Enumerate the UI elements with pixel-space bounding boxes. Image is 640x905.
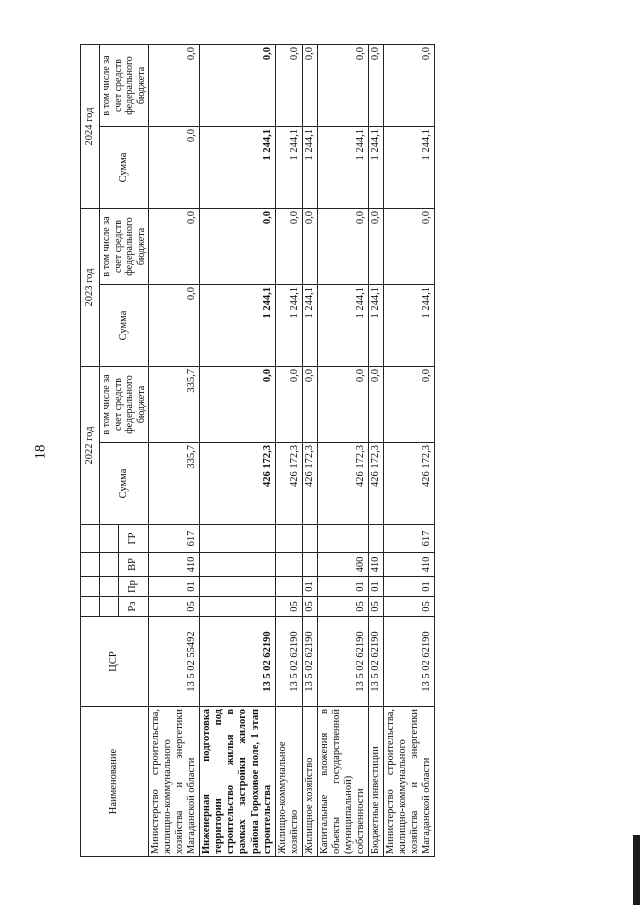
row-name: Инженерная подготовка территории под строительство жилья в рамках застройки жилого района Гороховое поле, 1 этап строительства xyxy=(200,707,275,857)
row-sum-2023: 1 244,1 xyxy=(317,285,368,367)
row-fed-2023: 0,0 xyxy=(302,209,317,285)
row-rz: 05 xyxy=(302,597,317,617)
row-sum-2024: 1 244,1 xyxy=(384,127,435,209)
row-pr: 01 xyxy=(317,577,368,597)
header-blank-8 xyxy=(100,525,119,553)
header-year-2024: 2024 год xyxy=(81,45,100,209)
row-fed-2024: 0,0 xyxy=(275,45,302,127)
row-csr: 13 5 02 62190 xyxy=(275,617,302,707)
row-sum-2024: 1 244,1 xyxy=(369,127,384,209)
table-row xyxy=(302,45,317,857)
row-sum-2022: 335,7 xyxy=(149,443,200,525)
row-sum-2024: 0,0 xyxy=(149,127,200,209)
row-sum-2023: 1 244,1 xyxy=(200,285,275,367)
table-row xyxy=(369,45,384,857)
budget-table xyxy=(80,44,435,857)
row-pr xyxy=(200,577,275,597)
header-blank-5 xyxy=(100,597,119,617)
header-fed-2024: в том числе за счет средств федерального бюджета xyxy=(100,45,149,127)
header-vr: ВР xyxy=(119,553,149,577)
header-blank-2 xyxy=(81,577,100,597)
header-pr: Пр xyxy=(119,577,149,597)
row-vr xyxy=(200,553,275,577)
header-blank-4 xyxy=(81,525,100,553)
row-csr: 13 5 02 62190 xyxy=(369,617,384,707)
row-fed-2024: 0,0 xyxy=(317,45,368,127)
row-fed-2024: 0,0 xyxy=(302,45,317,127)
header-blank-1 xyxy=(81,597,100,617)
table-row xyxy=(200,45,275,857)
rotated-table-frame xyxy=(80,45,480,857)
table-row xyxy=(149,45,200,857)
row-gr xyxy=(200,525,275,553)
row-fed-2024: 0,0 xyxy=(149,45,200,127)
row-gr xyxy=(302,525,317,553)
row-fed-2024: 0,0 xyxy=(369,45,384,127)
row-name: Министерство строительства, жилищно-коммунального хозяйства и энергетики Магаданской области xyxy=(384,707,435,857)
row-fed-2023: 0,0 xyxy=(149,209,200,285)
row-sum-2023: 1 244,1 xyxy=(384,285,435,367)
row-sum-2022: 426 172,3 xyxy=(384,443,435,525)
row-fed-2023: 0,0 xyxy=(275,209,302,285)
row-fed-2023: 0,0 xyxy=(369,209,384,285)
row-sum-2023: 1 244,1 xyxy=(369,285,384,367)
row-fed-2022: 0,0 xyxy=(275,367,302,443)
row-gr xyxy=(369,525,384,553)
row-sum-2022: 426 172,3 xyxy=(302,443,317,525)
row-pr xyxy=(275,577,302,597)
row-sum-2022: 426 172,3 xyxy=(200,443,275,525)
row-fed-2022: 335,7 xyxy=(149,367,200,443)
row-fed-2022: 0,0 xyxy=(302,367,317,443)
row-gr: 617 xyxy=(384,525,435,553)
row-pr: 01 xyxy=(384,577,435,597)
row-fed-2022: 0,0 xyxy=(317,367,368,443)
row-name: Жилищное хозяйство xyxy=(302,707,317,857)
row-pr: 01 xyxy=(302,577,317,597)
row-rz: 05 xyxy=(384,597,435,617)
row-pr: 01 xyxy=(369,577,384,597)
row-name: Министерство строительства, жилищно-коммунального хозяйства и энергетики Магаданской области xyxy=(149,707,200,857)
rotated-table-content xyxy=(80,45,480,857)
row-fed-2022: 0,0 xyxy=(384,367,435,443)
header-year-2022: 2022 год xyxy=(81,367,100,525)
table-row xyxy=(275,45,302,857)
header-sum-2023: Сумма xyxy=(100,285,149,367)
row-fed-2023: 0,0 xyxy=(384,209,435,285)
table-row xyxy=(384,45,435,857)
header-year-2023: 2023 год xyxy=(81,209,100,367)
row-rz: 05 xyxy=(275,597,302,617)
row-gr: 617 xyxy=(149,525,200,553)
row-fed-2024: 0,0 xyxy=(384,45,435,127)
row-csr: 13 5 02 62190 xyxy=(317,617,368,707)
row-name: Жилищно-коммунальное хозяйство xyxy=(275,707,302,857)
row-sum-2024: 1 244,1 xyxy=(302,127,317,209)
row-sum-2024: 1 244,1 xyxy=(275,127,302,209)
row-rz: 05 xyxy=(317,597,368,617)
row-rz xyxy=(200,597,275,617)
row-csr: 13 5 02 62190 xyxy=(200,617,275,707)
row-rz: 05 xyxy=(369,597,384,617)
row-sum-2022: 426 172,3 xyxy=(275,443,302,525)
row-csr: 13 5 02 62190 xyxy=(384,617,435,707)
row-gr xyxy=(317,525,368,553)
row-vr: 410 xyxy=(384,553,435,577)
row-name: Капитальные вложения в объекты государственной (муниципальной) собственности xyxy=(317,707,368,857)
scan-edge-shadow xyxy=(633,835,640,905)
header-blank-7 xyxy=(100,553,119,577)
row-vr xyxy=(275,553,302,577)
row-sum-2024: 1 244,1 xyxy=(200,127,275,209)
row-gr xyxy=(275,525,302,553)
row-fed-2022: 0,0 xyxy=(200,367,275,443)
row-sum-2023: 1 244,1 xyxy=(275,285,302,367)
row-vr: 400 xyxy=(317,553,368,577)
row-fed-2023: 0,0 xyxy=(317,209,368,285)
header-name: Наименование xyxy=(81,707,149,857)
header-csr: ЦСР xyxy=(81,617,149,707)
row-sum-2024: 1 244,1 xyxy=(317,127,368,209)
header-gr: ГР xyxy=(119,525,149,553)
header-blank-6 xyxy=(100,577,119,597)
header-sum-2022: Сумма xyxy=(100,443,149,525)
row-vr xyxy=(302,553,317,577)
row-sum-2022: 426 172,3 xyxy=(317,443,368,525)
row-fed-2022: 0,0 xyxy=(369,367,384,443)
header-blank-3 xyxy=(81,553,100,577)
row-fed-2023: 0,0 xyxy=(200,209,275,285)
row-name: Бюджетные инвестиции xyxy=(369,707,384,857)
table-row xyxy=(317,45,368,857)
header-fed-2023: в том числе за счет средств федерального бюджета xyxy=(100,209,149,285)
row-fed-2024: 0,0 xyxy=(200,45,275,127)
header-fed-2022: в том числе за счет средств федерального бюджета xyxy=(100,367,149,443)
row-vr: 410 xyxy=(369,553,384,577)
row-pr: 01 xyxy=(149,577,200,597)
row-vr: 410 xyxy=(149,553,200,577)
row-csr: 13 5 02 62190 xyxy=(302,617,317,707)
row-csr: 13 5 02 55492 xyxy=(149,617,200,707)
row-rz: 05 xyxy=(149,597,200,617)
header-sum-2024: Сумма xyxy=(100,127,149,209)
row-sum-2023: 1 244,1 xyxy=(302,285,317,367)
header-rz: Рз xyxy=(119,597,149,617)
row-sum-2023: 0,0 xyxy=(149,285,200,367)
page-number: 18 xyxy=(32,444,49,460)
table-body xyxy=(149,45,435,857)
row-sum-2022: 426 172,3 xyxy=(369,443,384,525)
